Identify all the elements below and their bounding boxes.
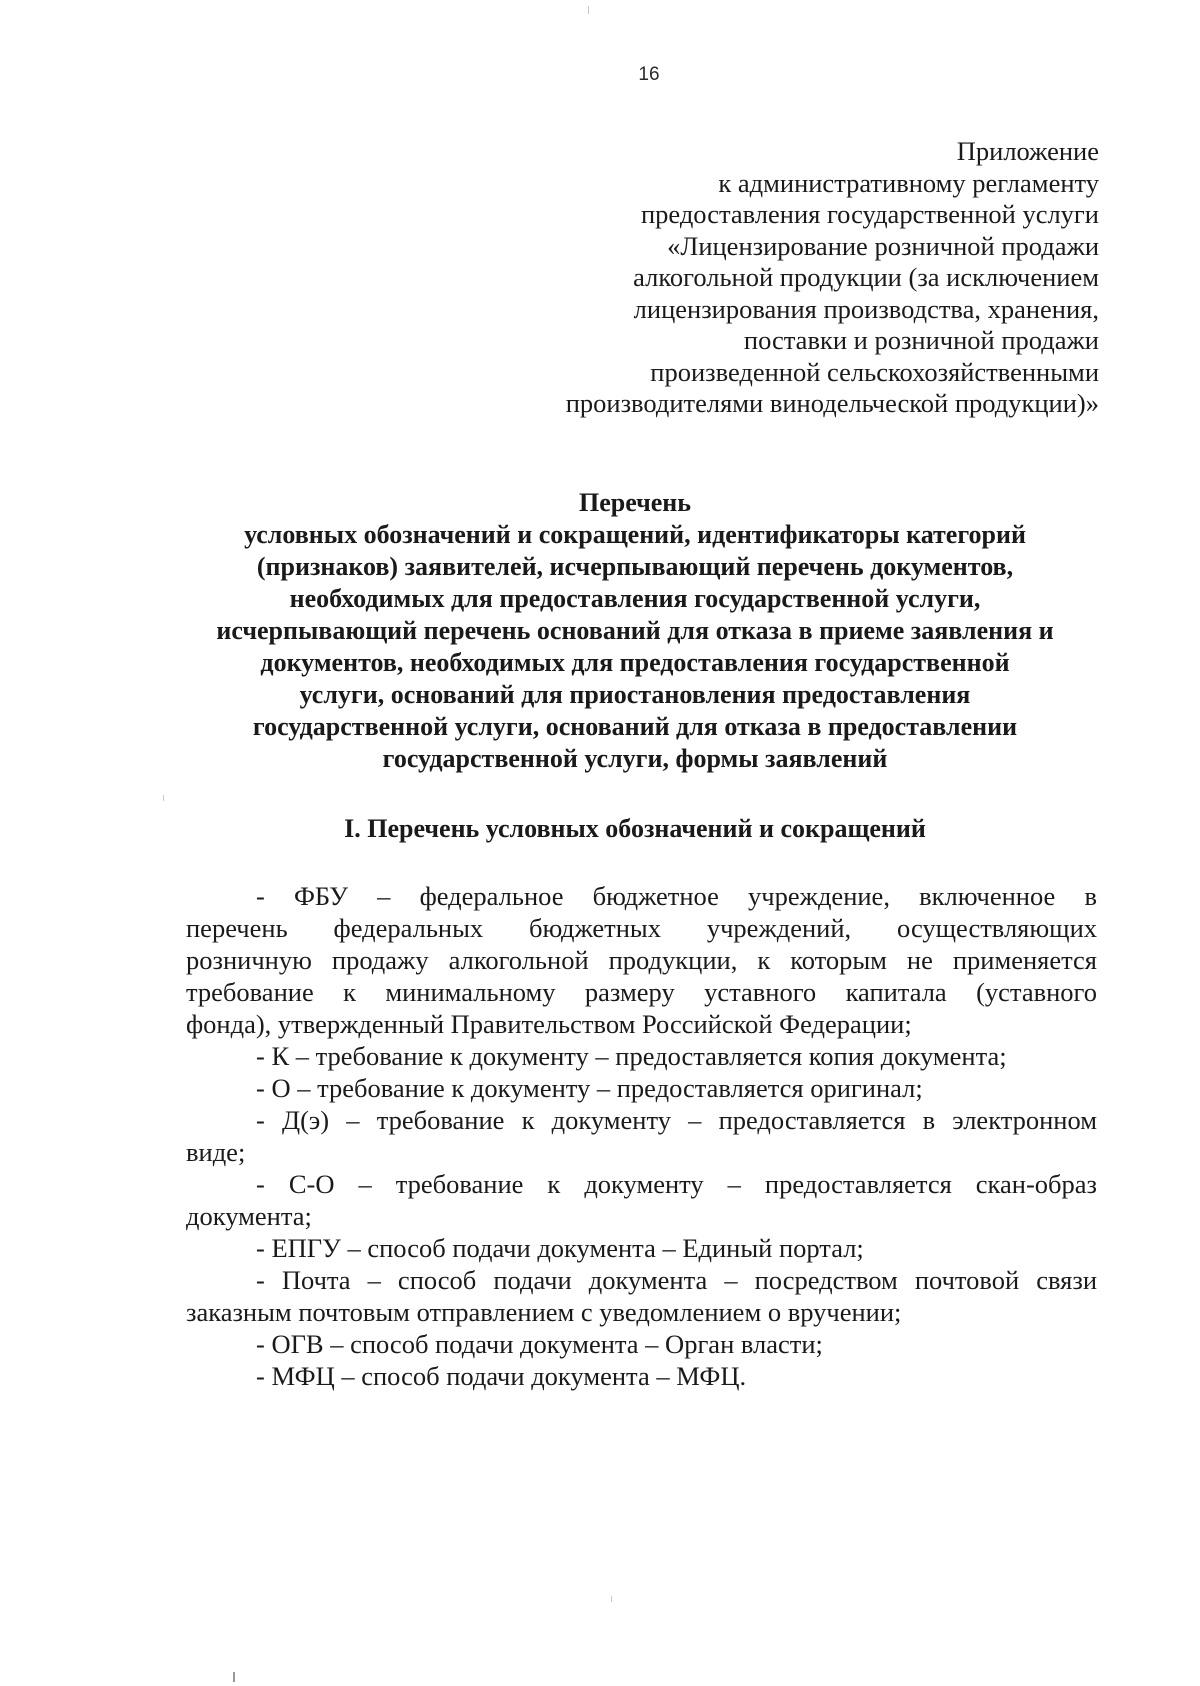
scan-mark xyxy=(611,1596,612,1602)
appendix-header xyxy=(459,136,1099,420)
page-number: 16 xyxy=(638,64,660,85)
scan-mark xyxy=(233,1672,235,1682)
appendix-line: «Лицензирование розничной продажи xyxy=(667,230,1099,261)
list-item xyxy=(186,880,1097,1040)
appendix-line: алкогольной продукции (за исключением xyxy=(633,262,1099,292)
title-line: (признаков) заявителей, исчерпывающий перечень документов, xyxy=(256,552,1014,581)
list-item-line: перечень федеральных бюджетных учреждений, осуществляющих xyxy=(186,913,1097,943)
scan-mark xyxy=(163,795,164,801)
appendix-line: лицензирования производства, хранения, xyxy=(633,293,1099,324)
list-item: - МФЦ – способ подачи документа – МФЦ. xyxy=(256,1361,747,1391)
list-item-line: фонда), утвержденный Правительством Российской Федерации; xyxy=(186,1009,912,1039)
list-item: - О – требование к документу – предоставляется оригинал; xyxy=(256,1073,923,1103)
title-line: услуги, оснований для приостановления предоставления xyxy=(299,680,971,709)
appendix-line: произведенной сельскохозяйственными xyxy=(650,356,1099,387)
appendix-line: Приложение xyxy=(956,136,1099,166)
list-item-line: виде; xyxy=(186,1137,246,1167)
list-item-line: - ФБУ – федеральное бюджетное учреждение, включенное в xyxy=(256,881,1097,911)
appendix-line: производителями винодельческой продукции)» xyxy=(565,388,1099,418)
title-line: условных обозначений и сокращений, идентификаторы категорий xyxy=(244,520,1026,549)
list-item-line: - Почта – способ подачи документа – посредством почтовой связи xyxy=(256,1265,1097,1295)
list-item xyxy=(186,1104,1097,1168)
list-item: - ЕПГУ – способ подачи документа – Единый портал; xyxy=(256,1233,864,1263)
list-item-line: заказным почтовым отправлением с уведомлением о вручении; xyxy=(186,1297,902,1327)
title-line: Перечень xyxy=(578,488,692,517)
list-item: - ОГВ – способ подачи документа – Орган власти; xyxy=(256,1329,823,1359)
list-item-line: требование к минимальному размеру уставного капитала (уставного xyxy=(186,977,1097,1007)
list-item: - К – требование к документу – предоставляется копия документа; xyxy=(256,1041,1007,1071)
title-line: государственной услуги, оснований для отказа в предоставлении xyxy=(252,712,1018,741)
title-line: исчерпывающий перечень оснований для отказа в приеме заявления и xyxy=(216,616,1054,645)
list-item-line: розничную продажу алкогольной продукции, к которым не применяется xyxy=(186,945,1097,975)
appendix-line: поставки и розничной продажи xyxy=(743,325,1099,355)
appendix-line: к административному регламенту xyxy=(718,167,1099,198)
list-item-line: документа; xyxy=(186,1201,312,1231)
abbreviation-list xyxy=(186,880,1097,1392)
list-item-line: - Д(э) – требование к документу – предоставляется в электронном xyxy=(256,1105,1097,1135)
title-line: государственной услуги, формы заявлений xyxy=(382,744,888,773)
title-line: документов, необходимых для предоставления государственной xyxy=(260,648,1010,677)
document-title xyxy=(160,487,1110,775)
appendix-line: предоставления государственной услуги xyxy=(640,199,1099,229)
title-line: необходимых для предоставления государственной услуги, xyxy=(289,584,981,613)
list-item xyxy=(186,1168,1097,1232)
scan-mark xyxy=(588,6,589,14)
list-item-line: - С-О – требование к документу – предоставляется скан-образ xyxy=(256,1169,1097,1199)
list-item xyxy=(186,1264,1097,1328)
section-heading: I. Перечень условных обозначений и сокращений xyxy=(344,814,926,843)
